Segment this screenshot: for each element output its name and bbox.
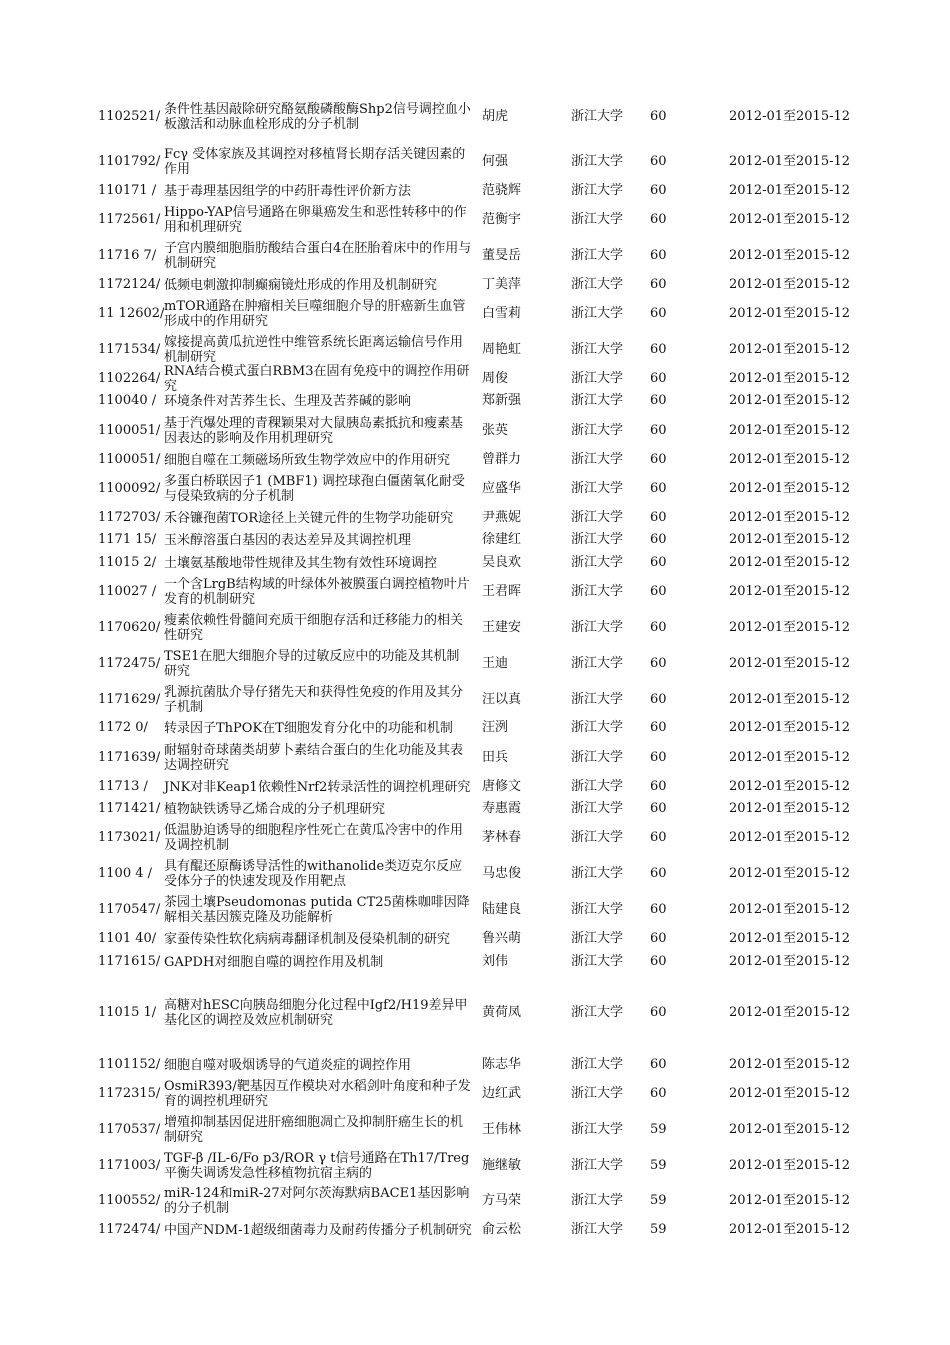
principal-investigator: 田兵	[482, 750, 509, 765]
institution: 浙江大学	[571, 555, 624, 570]
project-id: 1100051/	[98, 452, 161, 467]
institution: 浙江大学	[571, 109, 624, 124]
project-title: OsmiR393/靶基因互作模块对水稻剑叶角度和种子发育的调控机理研究	[164, 1079, 471, 1109]
principal-investigator: 王建安	[482, 620, 522, 635]
principal-investigator: 丁美萍	[482, 277, 522, 292]
project-title: 子宫内膜细胞脂肪酸结合蛋白4在胚胎着床中的作用与机制研究	[164, 241, 472, 271]
project-period: 2012-01至2015-12	[729, 277, 851, 292]
institution: 浙江大学	[571, 342, 624, 357]
project-title: Fcγ 受体家族及其调控对移植肾长期存活关键因素的作用	[164, 147, 466, 177]
institution: 浙江大学	[571, 452, 624, 467]
project-period: 2012-01至2015-12	[729, 393, 851, 408]
funding-amount: 60	[650, 750, 667, 765]
institution: 浙江大学	[571, 306, 624, 321]
project-period: 2012-01至2015-12	[729, 584, 851, 599]
project-title: 中国产NDM-1超级细菌毒力及耐药传播分子机制研究	[164, 1222, 472, 1238]
institution: 浙江大学	[571, 277, 624, 292]
funding-amount: 59	[650, 1193, 667, 1208]
project-title: 环境条件对苦荞生长、生理及苦荞碱的影响	[164, 393, 412, 409]
institution: 浙江大学	[571, 779, 624, 794]
project-title: 乳源抗菌肽介导仔猪先天和获得性免疫的作用及其分子机制	[164, 685, 464, 715]
project-period: 2012-01至2015-12	[729, 109, 851, 124]
principal-investigator: 董旻岳	[482, 248, 522, 263]
principal-investigator: 何强	[482, 154, 509, 169]
principal-investigator: 汪洌	[482, 720, 509, 735]
funding-amount: 60	[650, 584, 667, 599]
institution: 浙江大学	[571, 954, 624, 969]
project-title: 嫁接提高黄瓜抗逆性中维管系统长距离运输信号作用机制研究	[164, 335, 464, 365]
project-title: RNA结合模式蛋白RBM3在固有免疫中的调控作用研究	[164, 364, 470, 394]
project-period: 2012-01至2015-12	[729, 212, 851, 227]
project-period: 2012-01至2015-12	[729, 555, 851, 570]
project-id: 1173021/	[98, 830, 161, 845]
project-title: 转录因子ThPOK在T细胞发育分化中的功能和机制	[164, 720, 453, 736]
project-id: 11713 /	[98, 779, 148, 794]
principal-investigator: 施继敏	[482, 1158, 522, 1173]
project-period: 2012-01至2015-12	[729, 954, 851, 969]
institution: 浙江大学	[571, 866, 624, 881]
project-period: 2012-01至2015-12	[729, 830, 851, 845]
principal-investigator: 陈志华	[482, 1057, 522, 1072]
project-period: 2012-01至2015-12	[729, 1122, 851, 1137]
project-period: 2012-01至2015-12	[729, 1086, 851, 1101]
project-title: Hippo-YAP信号通路在卵巢癌发生和恶性转移中的作用和机理研究	[164, 205, 467, 235]
project-period: 2012-01至2015-12	[729, 371, 851, 386]
project-period: 2012-01至2015-12	[729, 1158, 851, 1173]
principal-investigator: 马忠俊	[482, 866, 522, 881]
funding-amount: 60	[650, 620, 667, 635]
project-period: 2012-01至2015-12	[729, 902, 851, 917]
principal-investigator: 边红武	[482, 1086, 522, 1101]
institution: 浙江大学	[571, 510, 624, 525]
project-title: 禾谷镰孢菌TOR途径上关键元件的生物学功能研究	[164, 510, 454, 526]
funding-amount: 59	[650, 1122, 667, 1137]
project-id: 1171534/	[98, 342, 161, 357]
project-title: 增殖抑制基因促进肝癌细胞凋亡及抑制肝癌生长的机制研究	[164, 1115, 464, 1145]
project-title: 条件性基因敲除研究酪氨酸磷酸酶Shp2信号调控血小板激活和动脉血栓形成的分子机制	[164, 102, 471, 132]
principal-investigator: 黄荷凤	[482, 1005, 522, 1020]
project-period: 2012-01至2015-12	[729, 183, 851, 198]
institution: 浙江大学	[571, 248, 624, 263]
funding-amount: 60	[650, 720, 667, 735]
project-period: 2012-01至2015-12	[729, 1005, 851, 1020]
project-title: 低频电刺激抑制癫痫镜灶形成的作用及机制研究	[164, 277, 438, 293]
funding-amount: 60	[650, 1057, 667, 1072]
institution: 浙江大学	[571, 1158, 624, 1173]
funding-amount: 60	[650, 1005, 667, 1020]
project-title: 耐辐射奇球菌类胡萝卜素结合蛋白的生化功能及其表达调控研究	[164, 743, 464, 773]
project-period: 2012-01至2015-12	[729, 1222, 851, 1237]
funding-amount: 60	[650, 866, 667, 881]
project-id: 1171421/	[98, 801, 161, 816]
project-period: 2012-01至2015-12	[729, 342, 851, 357]
institution: 浙江大学	[571, 692, 624, 707]
principal-investigator: 唐修文	[482, 779, 522, 794]
project-period: 2012-01至2015-12	[729, 306, 851, 321]
institution: 浙江大学	[571, 532, 624, 547]
principal-investigator: 周俊	[482, 371, 509, 386]
funding-amount: 60	[650, 423, 667, 438]
funding-amount: 60	[650, 371, 667, 386]
project-id: 11 12602/	[98, 306, 165, 321]
project-id: 1101792/	[98, 154, 161, 169]
project-title: JNK对非Keap1依赖性Nrf2转录活性的调控机理研究	[164, 779, 471, 795]
project-id: 1171629/	[98, 692, 161, 707]
project-period: 2012-01至2015-12	[729, 1057, 851, 1072]
institution: 浙江大学	[571, 1193, 624, 1208]
principal-investigator: 胡虎	[482, 109, 509, 124]
institution: 浙江大学	[571, 720, 624, 735]
project-period: 2012-01至2015-12	[729, 866, 851, 881]
funding-amount: 60	[650, 954, 667, 969]
project-title: 基于汽爆处理的青稞颖果对大鼠胰岛素抵抗和瘦素基因表达的影响及作用机理研究	[164, 416, 464, 446]
principal-investigator: 王迪	[482, 656, 509, 671]
institution: 浙江大学	[571, 1222, 624, 1237]
project-period: 2012-01至2015-12	[729, 750, 851, 765]
project-period: 2012-01至2015-12	[729, 423, 851, 438]
funding-amount: 60	[650, 656, 667, 671]
project-title: 土壤氨基酸地带性规律及其生物有效性环境调控	[164, 555, 438, 571]
funding-amount: 60	[650, 510, 667, 525]
project-id: 1171003/	[98, 1158, 161, 1173]
institution: 浙江大学	[571, 620, 624, 635]
project-id: 11015 2/	[98, 555, 157, 570]
project-title: 瘦素依赖性骨髓间充质干细胞存活和迁移能力的相关性研究	[164, 613, 464, 643]
project-id: 1100092/	[98, 481, 161, 496]
institution: 浙江大学	[571, 423, 624, 438]
funding-amount: 59	[650, 1222, 667, 1237]
institution: 浙江大学	[571, 154, 624, 169]
project-id: 11716 7/	[98, 248, 157, 263]
principal-investigator: 寿惠霞	[482, 801, 522, 816]
project-id: 1170537/	[98, 1122, 161, 1137]
project-id: 1172124/	[98, 277, 161, 292]
institution: 浙江大学	[571, 584, 624, 599]
principal-investigator: 王伟林	[482, 1122, 522, 1137]
institution: 浙江大学	[571, 393, 624, 408]
project-title: 基于毒理基因组学的中药肝毒性评价新方法	[164, 183, 412, 199]
project-period: 2012-01至2015-12	[729, 801, 851, 816]
project-id: 110027 /	[98, 584, 157, 599]
funding-amount: 60	[650, 830, 667, 845]
project-id: 1171639/	[98, 750, 161, 765]
project-period: 2012-01至2015-12	[729, 779, 851, 794]
project-id: 1171 15/	[98, 532, 157, 547]
institution: 浙江大学	[571, 830, 624, 845]
project-id: 1102264/	[98, 371, 161, 386]
principal-investigator: 鲁兴萌	[482, 931, 522, 946]
project-title: 一个含LrgB结构域的叶绿体外被膜蛋白调控植物叶片发育的机制研究	[164, 577, 470, 607]
project-period: 2012-01至2015-12	[729, 248, 851, 263]
principal-investigator: 郑新强	[482, 393, 522, 408]
institution: 浙江大学	[571, 1057, 624, 1072]
principal-investigator: 汪以真	[482, 692, 522, 707]
project-period: 2012-01至2015-12	[729, 720, 851, 735]
funding-amount: 60	[650, 393, 667, 408]
funding-amount: 59	[650, 1158, 667, 1173]
project-title: 玉米醇溶蛋白基因的表达差异及其调控机理	[164, 532, 412, 548]
project-period: 2012-01至2015-12	[729, 452, 851, 467]
project-id: 1102521/	[98, 109, 161, 124]
project-period: 2012-01至2015-12	[729, 154, 851, 169]
institution: 浙江大学	[571, 656, 624, 671]
project-title: 高糖对hESC向胰岛细胞分化过程中Igf2/H19差异甲基化区的调控及效应机制研究	[164, 998, 468, 1028]
principal-investigator: 茅林春	[482, 830, 522, 845]
project-id: 1100552/	[98, 1193, 161, 1208]
principal-investigator: 张英	[482, 423, 509, 438]
project-title: 低温胁迫诱导的细胞程序性死亡在黄瓜冷害中的作用及调控机制	[164, 823, 464, 853]
principal-investigator: 俞云松	[482, 1222, 522, 1237]
principal-investigator: 徐建红	[482, 532, 522, 547]
principal-investigator: 周艳虹	[482, 342, 522, 357]
project-id: 1100 4 /	[98, 866, 152, 881]
funding-amount: 60	[650, 154, 667, 169]
project-id: 1101152/	[98, 1057, 161, 1072]
project-id: 1100051/	[98, 423, 161, 438]
principal-investigator: 曾群力	[482, 452, 522, 467]
principal-investigator: 方马荣	[482, 1193, 522, 1208]
funding-amount: 60	[650, 342, 667, 357]
project-period: 2012-01至2015-12	[729, 692, 851, 707]
project-period: 2012-01至2015-12	[729, 931, 851, 946]
funding-amount: 60	[650, 801, 667, 816]
institution: 浙江大学	[571, 183, 624, 198]
funding-amount: 60	[650, 1086, 667, 1101]
institution: 浙江大学	[571, 481, 624, 496]
institution: 浙江大学	[571, 750, 624, 765]
project-id: 1171615/	[98, 954, 161, 969]
project-id: 1101 40/	[98, 931, 157, 946]
funding-amount: 60	[650, 481, 667, 496]
institution: 浙江大学	[571, 931, 624, 946]
project-period: 2012-01至2015-12	[729, 620, 851, 635]
funding-amount: 60	[650, 902, 667, 917]
project-title: 细胞自噬在工频磁场所致生物学效应中的作用研究	[164, 452, 451, 468]
project-title: 家蚕传染性软化病病毒翻译机制及侵染机制的研究	[164, 931, 451, 947]
project-period: 2012-01至2015-12	[729, 1193, 851, 1208]
project-id: 1170547/	[98, 902, 161, 917]
institution: 浙江大学	[571, 1086, 624, 1101]
funding-amount: 60	[650, 779, 667, 794]
project-title: TSE1在肥大细胞介导的过敏反应中的功能及其机制研究	[164, 649, 460, 679]
project-title: 具有醌还原酶诱导活性的withanolide类迈克尔反应受体分子的快速发现及作用靶点	[164, 859, 463, 889]
principal-investigator: 尹燕妮	[482, 510, 522, 525]
project-id: 110171 /	[98, 183, 157, 198]
institution: 浙江大学	[571, 371, 624, 386]
funding-amount: 60	[650, 555, 667, 570]
project-id: 1172 0/	[98, 720, 148, 735]
funding-amount: 60	[650, 532, 667, 547]
project-period: 2012-01至2015-12	[729, 532, 851, 547]
funding-amount: 60	[650, 212, 667, 227]
funding-amount: 60	[650, 109, 667, 124]
project-title: mTOR通路在肿瘤相关巨噬细胞介导的肝癌新生血管形成中的作用研究	[164, 299, 466, 329]
project-title: GAPDH对细胞自噬的调控作用及机制	[164, 954, 384, 970]
project-id: 1172315/	[98, 1086, 161, 1101]
funding-amount: 60	[650, 277, 667, 292]
project-id: 1172475/	[98, 656, 161, 671]
project-id: 1172703/	[98, 510, 161, 525]
funding-amount: 60	[650, 183, 667, 198]
project-title: 多蛋白桥联因子1 (MBF1) 调控球孢白僵菌氧化耐受与侵染致病的分子机制	[164, 474, 465, 504]
principal-investigator: 王君晖	[482, 584, 522, 599]
principal-investigator: 陆建良	[482, 902, 522, 917]
principal-investigator: 范衡宇	[482, 212, 522, 227]
institution: 浙江大学	[571, 1122, 624, 1137]
project-id: 110040 /	[98, 393, 157, 408]
institution: 浙江大学	[571, 1005, 624, 1020]
institution: 浙江大学	[571, 801, 624, 816]
project-id: 1170620/	[98, 620, 161, 635]
funding-amount: 60	[650, 306, 667, 321]
principal-investigator: 吴良欢	[482, 555, 522, 570]
project-id: 1172474/	[98, 1222, 161, 1237]
principal-investigator: 应盛华	[482, 481, 522, 496]
project-id: 1172561/	[98, 212, 161, 227]
funding-amount: 60	[650, 452, 667, 467]
project-title: miR-124和miR-27对阿尔茨海默病BACE1基因影响的分子机制	[164, 1186, 470, 1216]
principal-investigator: 范骁辉	[482, 183, 522, 198]
project-title: 细胞自噬对吸烟诱导的气道炎症的调控作用	[164, 1057, 412, 1073]
institution: 浙江大学	[571, 212, 624, 227]
project-title: 植物缺铁诱导乙烯合成的分子机理研究	[164, 801, 386, 817]
principal-investigator: 刘伟	[482, 954, 509, 969]
project-title: 茶园土壤Pseudomonas putida CT25菌株咖啡因降解相关基因簇克隆及功能解析	[164, 895, 470, 925]
funding-amount: 60	[650, 692, 667, 707]
project-period: 2012-01至2015-12	[729, 481, 851, 496]
principal-investigator: 白雪莉	[482, 306, 522, 321]
funding-amount: 60	[650, 931, 667, 946]
project-title: TGF-β /IL-6/Fo p3/ROR γ t信号通路在Th17/Treg平衡失调诱发急性移植物抗宿主病的	[164, 1151, 470, 1181]
institution: 浙江大学	[571, 902, 624, 917]
project-period: 2012-01至2015-12	[729, 656, 851, 671]
project-id: 11015 1/	[98, 1005, 157, 1020]
funding-amount: 60	[650, 248, 667, 263]
project-period: 2012-01至2015-12	[729, 510, 851, 525]
